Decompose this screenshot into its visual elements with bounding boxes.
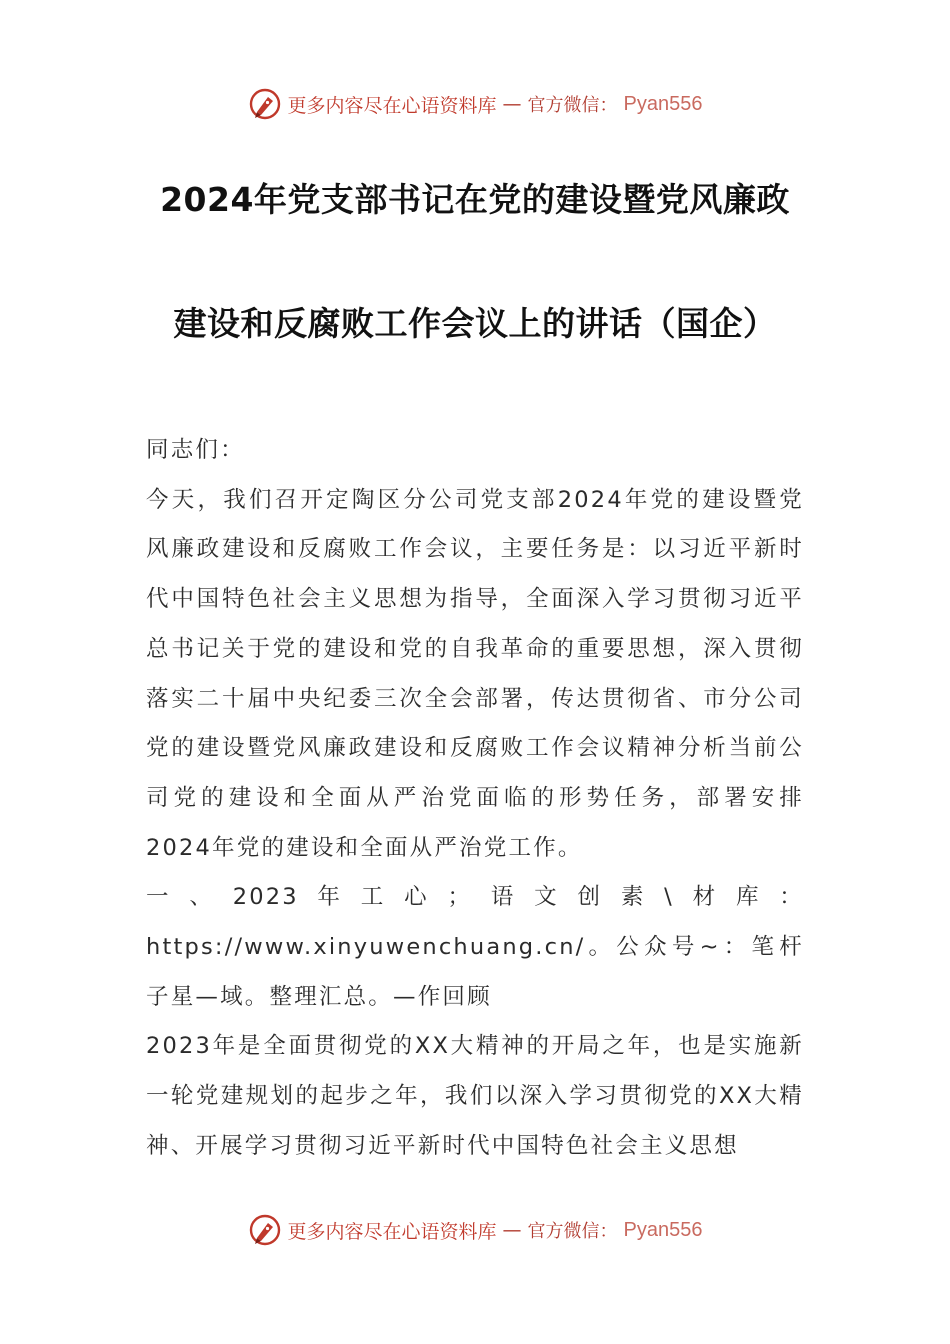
pen-nib-logo-icon — [248, 1213, 282, 1247]
banner-dash: — — [502, 93, 522, 115]
wechat-id: Pyan556 — [623, 1218, 703, 1241]
banner-dash: — — [502, 1219, 522, 1241]
banner-text: 更多内容尽在心语资料库 — [287, 94, 497, 117]
document-title-line-1: 2024年党支部书记在党的建设暨党风廉政 — [160, 180, 790, 219]
paragraph-opening: 今天，我们召开定陶区分公司党支部2024年党的建设暨党风廉政建设和反腐败工作会议，主要任务是：以习近平新时代中国特色社会主义思想为指导，全面深入学习贯彻习近平总书记关于党的建设和党的自我革命的重要思想，深入贯彻落实二十届中央纪委三次全会部署，传达贯彻省、市分公司党的建设暨党风廉政建设和反腐败工作会议精神分析当前公司党的建设和全面从严治党面临的形势任务，部署安排2024年党的建设和全面从严治党工作。 — [146, 486, 804, 861]
salutation: 同志们： — [146, 437, 245, 463]
wechat-label: 官方微信： — [527, 95, 618, 116]
document-title-line-2: 建设和反腐败工作会议上的讲话（国企） — [173, 304, 777, 343]
document-body — [146, 426, 804, 1172]
banner-text: 更多内容尽在心语资料库 — [287, 1220, 497, 1243]
wechat-id: Pyan556 — [623, 92, 703, 115]
wechat-label: 官方微信： — [527, 1221, 618, 1242]
paragraph-section-heading: 一、2023年工心；语文创素\材库：https://www.xinyuwenchuang.cn/。公众号~：笔杆子星—域。整理汇总。—作回顾 — [146, 884, 804, 1010]
header-banner — [0, 82, 950, 126]
paragraph-review: 2023年是全面贯彻党的XX大精神的开局之年，也是实施新一轮党建规划的起步之年，我们以深入学习贯彻党的XX大精神、开展学习贯彻习近平新时代中国特色社会主义思想 — [146, 1033, 804, 1159]
pen-nib-logo-icon — [248, 87, 282, 121]
footer-banner — [0, 1208, 950, 1252]
